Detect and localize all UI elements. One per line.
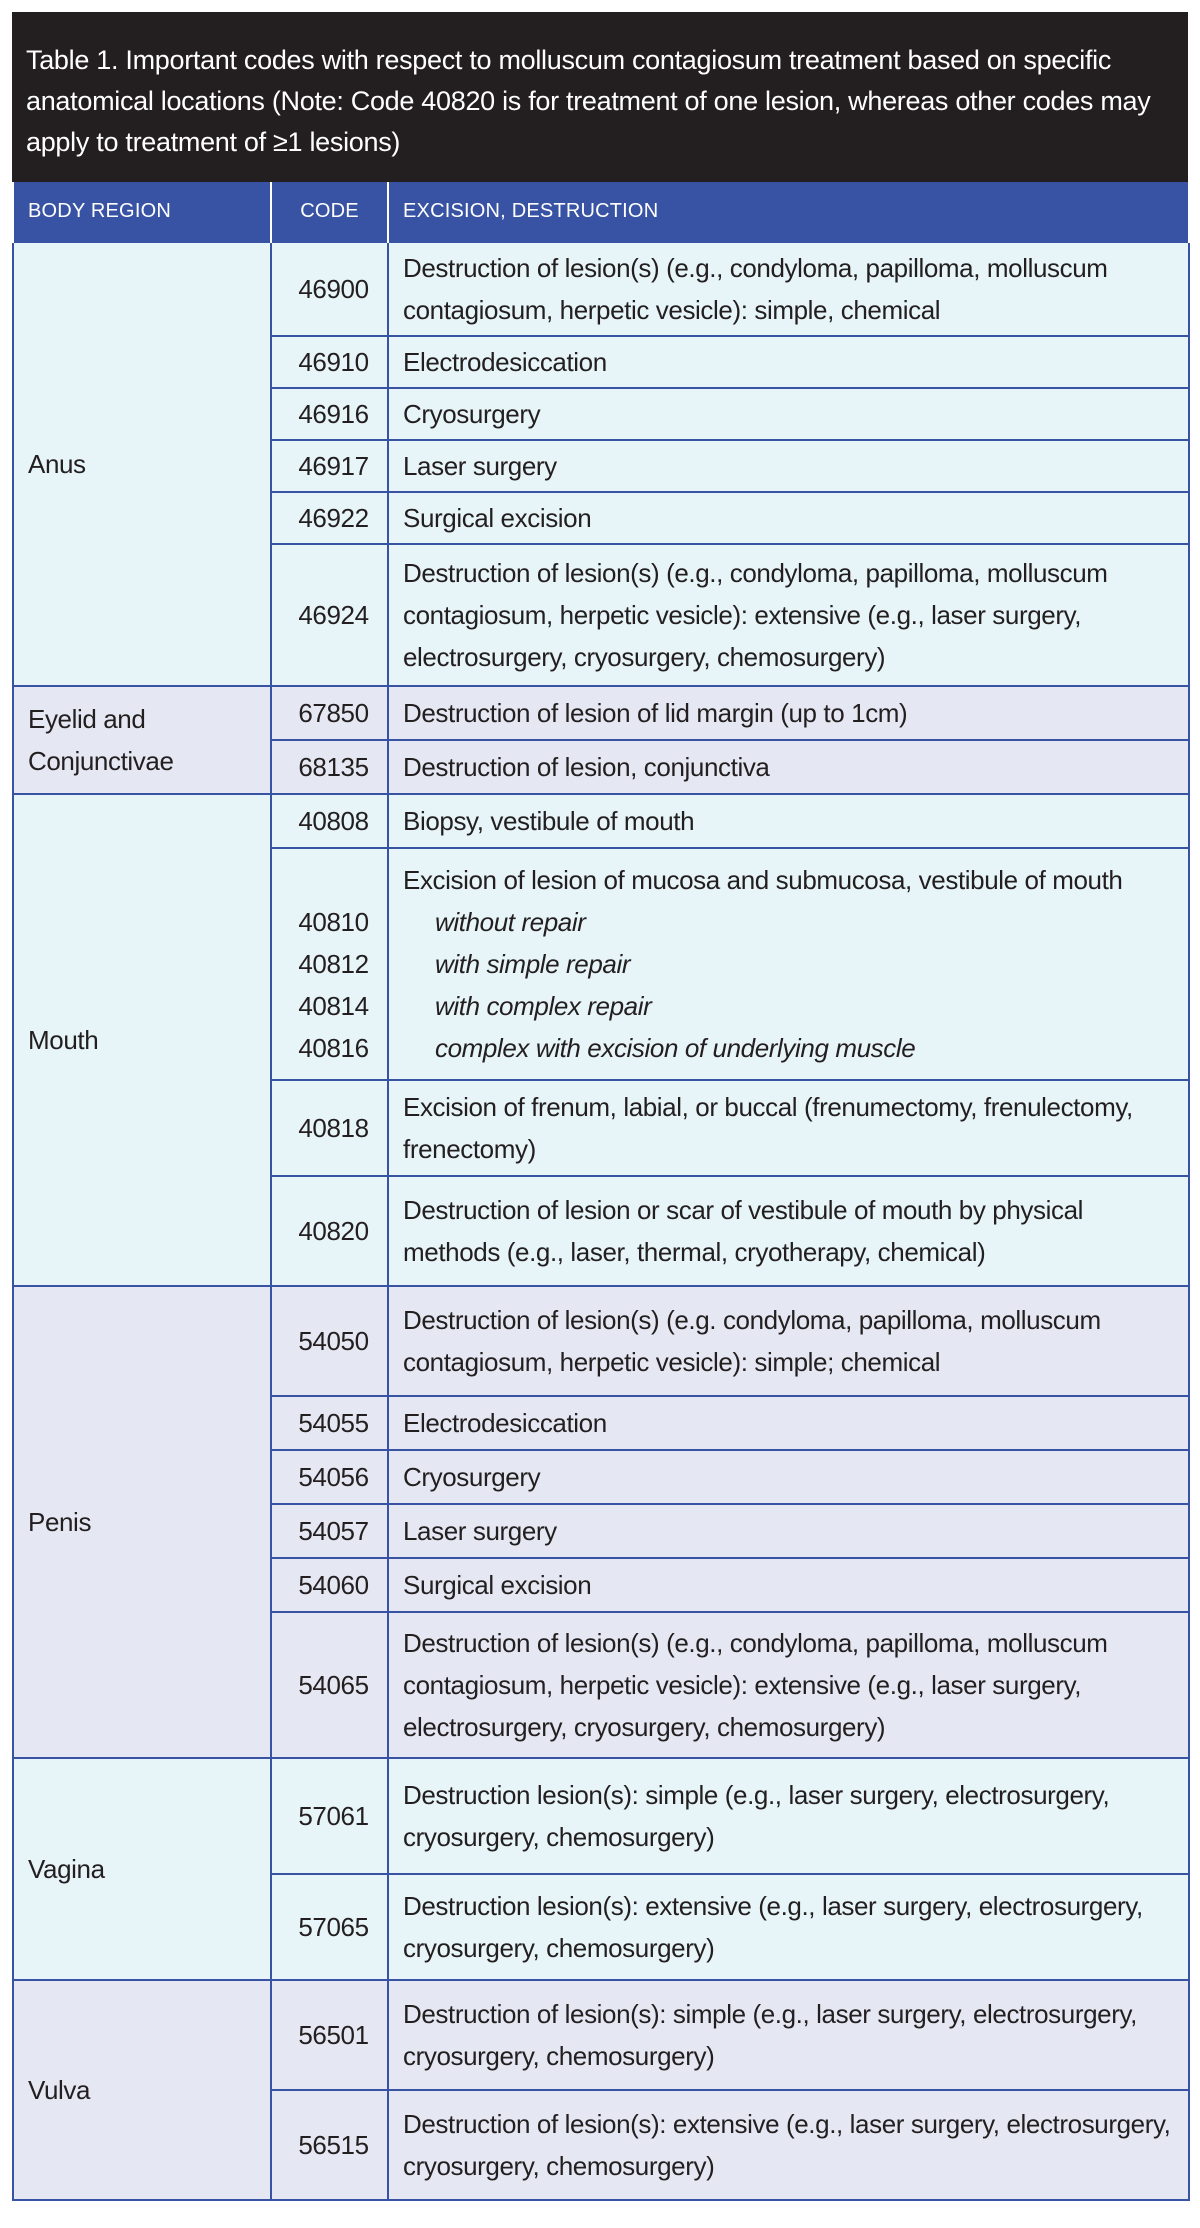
table-row bbox=[13, 794, 1189, 848]
region-cell: Mouth bbox=[13, 794, 271, 1286]
description-cell: Cryosurgery bbox=[388, 1450, 1189, 1504]
sub-description: with simple repair bbox=[435, 949, 631, 979]
description-cell: Destruction of lesion(s) (e.g., condyloma, papilloma, molluscum contagiosum, herpetic vesicle): extensive (e.g., laser surgery, electrosurgery, cryosurgery, chemosurgery) bbox=[388, 1612, 1189, 1758]
code-cell: 54050 bbox=[271, 1286, 388, 1396]
code-cell: 56515 bbox=[271, 2090, 388, 2200]
header-row bbox=[13, 182, 1189, 242]
table-row bbox=[13, 1758, 1189, 1874]
table-row bbox=[13, 1980, 1189, 2090]
sub-description: without repair bbox=[435, 907, 586, 937]
header-excision-destruction: EXCISION, DESTRUCTION bbox=[388, 182, 1189, 242]
description-cell: Destruction of lesion(s) (e.g., condyloma, papilloma, molluscum contagiosum, herpetic vesicle): simple, chemical bbox=[388, 242, 1189, 336]
description-cell: Cryosurgery bbox=[388, 388, 1189, 440]
code-cell: 68135 bbox=[271, 740, 388, 794]
region-cell: Anus bbox=[13, 242, 271, 686]
table-row bbox=[13, 1286, 1189, 1396]
description-cell bbox=[388, 848, 1189, 1080]
code-cell: 67850 bbox=[271, 686, 388, 740]
description-cell: Surgical excision bbox=[388, 1558, 1189, 1612]
description-cell: Biopsy, vestibule of mouth bbox=[388, 794, 1189, 848]
description-cell: Destruction of lesion or scar of vestibule of mouth by physical methods (e.g., laser, thermal, cryotherapy, chemical) bbox=[388, 1176, 1189, 1286]
sub-code: 40816 bbox=[298, 1033, 369, 1063]
description-cell: Destruction lesion(s): extensive (e.g., laser surgery, electrosurgery, cryosurgery, chemosurgery) bbox=[388, 1874, 1189, 1980]
description-main: Excision of lesion of mucosa and submucosa, vestibule of mouth bbox=[403, 865, 1123, 895]
region-cell: Penis bbox=[13, 1286, 271, 1758]
code-cell: 46917 bbox=[271, 440, 388, 492]
code-cell: 40818 bbox=[271, 1080, 388, 1176]
description-cell: Destruction of lesion(s): simple (e.g., laser surgery, electrosurgery, cryosurgery, chemosurgery) bbox=[388, 1980, 1189, 2090]
code-cell: 46900 bbox=[271, 242, 388, 336]
code-cell bbox=[271, 848, 388, 1080]
region-cell: Vagina bbox=[13, 1758, 271, 1980]
description-cell: Surgical excision bbox=[388, 492, 1189, 544]
code-cell: 54055 bbox=[271, 1396, 388, 1450]
code-cell: 57061 bbox=[271, 1758, 388, 1874]
code-cell: 40820 bbox=[271, 1176, 388, 1286]
table-row bbox=[13, 242, 1189, 336]
region-cell: Vulva bbox=[13, 1980, 271, 2200]
header-body-region: BODY REGION bbox=[13, 182, 271, 242]
description-cell: Destruction lesion(s): simple (e.g., laser surgery, electrosurgery, cryosurgery, chemosurgery) bbox=[388, 1758, 1189, 1874]
table-caption: Table 1. Important codes with respect to molluscum contagiosum treatment based on specific anatomical locations (Note: Code 40820 is for treatment of one lesion, whereas other codes may apply to treatment of ≥1 lesions) bbox=[12, 12, 1188, 182]
codes-table bbox=[12, 182, 1190, 2201]
description-cell: Destruction of lesion(s) (e.g., condyloma, papilloma, molluscum contagiosum, herpetic vesicle): extensive (e.g., laser surgery, electrosurgery, cryosurgery, chemosurgery) bbox=[388, 544, 1189, 686]
table-body bbox=[13, 242, 1189, 2200]
code-cell: 57065 bbox=[271, 1874, 388, 1980]
code-cell: 54065 bbox=[271, 1612, 388, 1758]
code-cell: 54056 bbox=[271, 1450, 388, 1504]
sub-code: 40812 bbox=[298, 949, 369, 979]
code-cell: 40808 bbox=[271, 794, 388, 848]
description-cell: Electrodesiccation bbox=[388, 1396, 1189, 1450]
table-frame bbox=[12, 12, 1188, 2216]
sub-code: 40814 bbox=[298, 991, 369, 1021]
header-code: CODE bbox=[271, 182, 388, 242]
code-cell: 54057 bbox=[271, 1504, 388, 1558]
code-cell: 46922 bbox=[271, 492, 388, 544]
code-cell: 54060 bbox=[271, 1558, 388, 1612]
sub-description: with complex repair bbox=[435, 991, 652, 1021]
sub-code: 40810 bbox=[298, 907, 369, 937]
table-row bbox=[13, 686, 1189, 740]
code-cell: 46916 bbox=[271, 388, 388, 440]
code-cell: 46910 bbox=[271, 336, 388, 388]
description-cell: Electrodesiccation bbox=[388, 336, 1189, 388]
description-cell: Laser surgery bbox=[388, 440, 1189, 492]
description-cell: Destruction of lesion, conjunctiva bbox=[388, 740, 1189, 794]
description-cell: Laser surgery bbox=[388, 1504, 1189, 1558]
code-cell: 56501 bbox=[271, 1980, 388, 2090]
description-cell: Destruction of lesion of lid margin (up to 1cm) bbox=[388, 686, 1189, 740]
region-cell: Eyelid and Conjunctivae bbox=[13, 686, 271, 794]
sub-description: complex with excision of underlying muscle bbox=[435, 1033, 916, 1063]
description-cell: Destruction of lesion(s): extensive (e.g., laser surgery, electrosurgery, cryosurgery, chemosurgery) bbox=[388, 2090, 1189, 2200]
code-cell: 46924 bbox=[271, 544, 388, 686]
description-cell: Excision of frenum, labial, or buccal (frenumectomy, frenulectomy, frenectomy) bbox=[388, 1080, 1189, 1176]
description-cell: Destruction of lesion(s) (e.g. condyloma, papilloma, molluscum contagiosum, herpetic vesicle): simple; chemical bbox=[388, 1286, 1189, 1396]
